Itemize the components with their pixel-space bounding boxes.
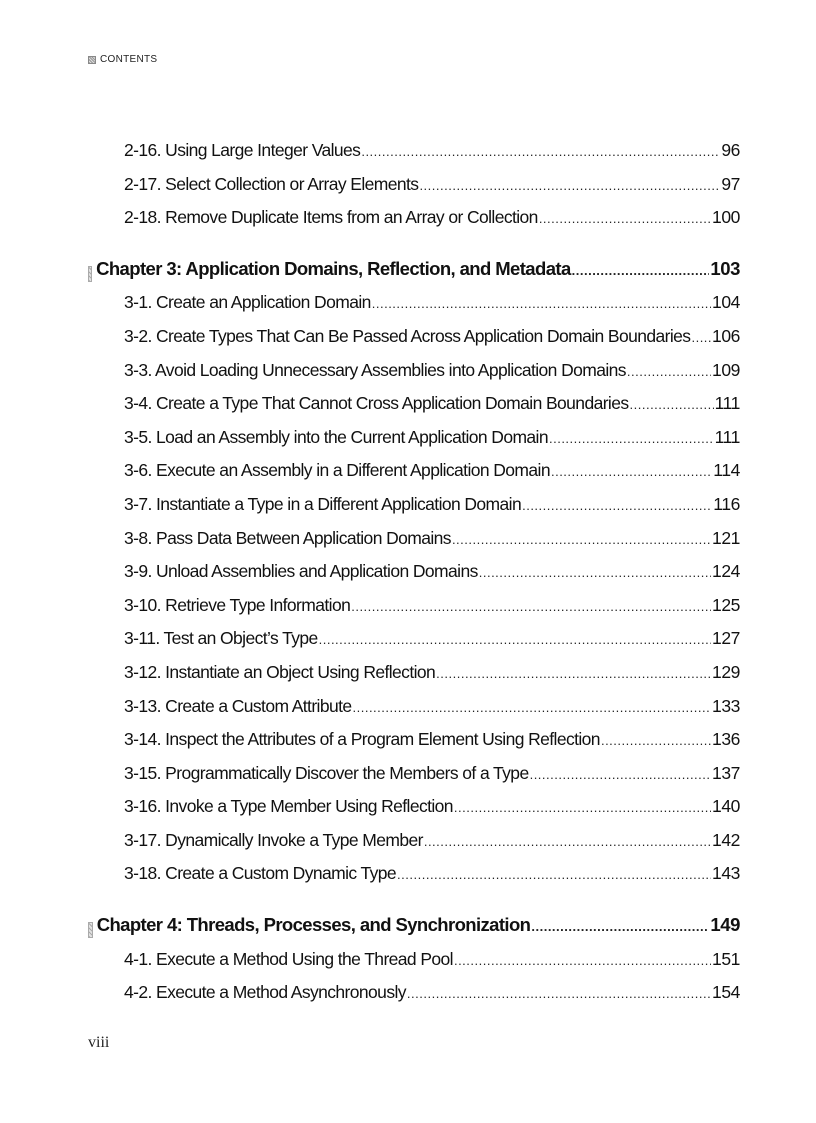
toc-entry[interactable] [88,290,740,324]
toc-entry[interactable] [88,861,740,895]
toc-entry-page: 151 [712,948,740,969]
toc-entry-title: 2-18. Remove Duplicate Items from an Array or Collection [124,207,538,228]
toc-entry-title: 3-4. Create a Type That Cannot Cross Application Domain Boundaries [124,393,629,414]
toc-entry-page: 114 [713,460,740,481]
toc-chapter-entry[interactable] [88,257,740,291]
dot-leader [454,796,711,820]
toc-entry-page: 116 [713,493,740,514]
toc-entry-title: 3-17. Dynamically Invoke a Type Member [124,829,423,850]
toc-entry-page: 111 [714,393,740,414]
page-number: viii [88,1034,110,1051]
toc-entry-title: 4-2. Execute a Method Asynchronously [124,982,406,1003]
dot-leader [407,982,711,1006]
toc-entry-title: 3-12. Instantiate an Object Using Reflection [124,661,436,682]
toc-entry-title: 2-16. Using Large Integer Values [124,140,361,160]
toc-entry[interactable] [88,205,740,239]
toc-entry-title: 3-15. Programmatically Discover the Members of a Type [124,762,529,783]
toc-entry-page: 127 [712,628,740,649]
toc-entry-page: 129 [712,661,740,682]
toc-entry-page: 124 [712,561,740,582]
toc-entry-page: 136 [712,729,740,750]
dot-leader [436,662,711,686]
toc-entry-title: 3-1. Create an Application Domain [124,292,371,313]
toc-entry-page: 96 [721,140,740,160]
toc-entry[interactable] [88,526,740,560]
dot-leader [630,393,714,417]
toc-entry-title: 3-3. Avoid Loading Unnecessary Assemblies into Application Domains [124,359,626,380]
dot-leader [454,949,711,973]
dot-leader [539,207,711,231]
toc-entry[interactable] [88,947,740,981]
toc-entry[interactable] [88,559,740,593]
chapter-square-icon [88,922,93,938]
dot-leader [522,494,712,518]
running-header [88,54,157,65]
dot-leader [479,561,711,585]
toc-entry[interactable] [88,593,740,627]
toc-entry[interactable] [88,828,740,862]
toc-entry-title: 3-9. Unload Assemblies and Application Domains [124,561,478,582]
dot-leader [372,292,711,316]
toc-entry-title: 3-16. Invoke a Type Member Using Reflection [124,796,453,817]
dot-leader [452,528,711,552]
chapter-title: Chapter 3: Application Domains, Reflection, and Metadata [96,257,571,279]
toc-entry[interactable] [88,425,740,459]
toc-entry[interactable] [88,727,740,761]
toc-entry-page: 100 [712,207,740,228]
toc-entry[interactable] [88,660,740,694]
running-header-label: CONTENTS [100,54,158,65]
toc-entry-title: 3-8. Pass Data Between Application Domains [124,527,451,548]
dot-leader [351,595,711,619]
toc-entry[interactable] [88,761,740,795]
toc-entry-page: 125 [712,594,740,615]
dot-leader [530,763,711,787]
table-of-contents [88,138,740,1032]
toc-entry-title: 4-1. Execute a Method Using the Thread Pool [124,948,453,969]
toc-entry[interactable] [88,138,740,172]
toc-entry-page: 137 [712,762,740,783]
toc-entry[interactable] [88,980,740,1014]
toc-entry-page: 121 [712,527,740,548]
toc-entry[interactable] [88,492,740,526]
toc-entry[interactable] [88,458,740,492]
square-pattern-icon [88,56,96,64]
toc-entry-title: 3-18. Create a Custom Dynamic Type [124,863,397,884]
dot-leader [319,628,711,652]
dot-leader [531,915,709,939]
chapter-page: 103 [710,257,740,279]
toc-entry-title: 3-6. Execute an Assembly in a Different Application Domain [124,460,550,481]
toc-entry-page: 109 [712,359,740,380]
toc-entry[interactable] [88,391,740,425]
dot-leader [601,729,711,753]
toc-entry-title: 3-11. Test an Object’s Type [124,628,318,649]
dot-leader [691,326,711,350]
dot-leader [549,427,714,451]
toc-entry[interactable] [88,358,740,392]
dot-leader [627,360,711,384]
toc-entry-page: 140 [712,796,740,817]
toc-entry-page: 133 [712,695,740,716]
toc-entry[interactable] [88,626,740,660]
toc-entry-page: 106 [712,325,740,346]
toc-entry-page: 142 [712,829,740,850]
dot-leader [397,863,711,887]
toc-chapter-entry[interactable] [88,913,740,947]
dot-leader [424,830,711,854]
dot-leader [572,259,710,283]
toc-entry-title: 3-10. Retrieve Type Information [124,594,351,615]
toc-entry[interactable] [88,694,740,728]
toc-entry-title: 3-14. Inspect the Attributes of a Program Element Using Reflection [124,729,600,750]
toc-entry[interactable] [88,324,740,358]
chapter-page: 149 [710,914,740,936]
toc-entry-page: 154 [712,982,740,1003]
toc-entry-page: 143 [712,863,740,884]
toc-entry-title: 3-13. Create a Custom Attribute [124,695,352,716]
toc-block-chapter-4 [88,913,740,1014]
toc-block-chapter-3 [88,257,740,895]
toc-entry[interactable] [88,794,740,828]
chapter-title: Chapter 4: Threads, Processes, and Synchronization [96,914,531,936]
toc-entry-title: 2-17. Select Collection or Array Elements [124,173,419,194]
dot-leader [353,696,712,720]
toc-entry[interactable] [88,172,740,206]
toc-block-chapter-2-continued [88,138,740,239]
toc-entry-title: 3-5. Load an Assembly into the Current Application Domain [124,426,548,447]
toc-entry-title: 3-2. Create Types That Can Be Passed Across Application Domain Boundaries [124,325,691,346]
chapter-square-icon [88,266,92,282]
dot-leader [551,460,712,484]
toc-entry-page: 104 [712,292,740,313]
dot-leader [419,174,720,198]
dot-leader [361,140,720,164]
toc-entry-page: 97 [721,173,740,194]
toc-entry-title: 3-7. Instantiate a Type in a Different Application Domain [124,493,522,514]
toc-entry-page: 111 [714,426,740,447]
